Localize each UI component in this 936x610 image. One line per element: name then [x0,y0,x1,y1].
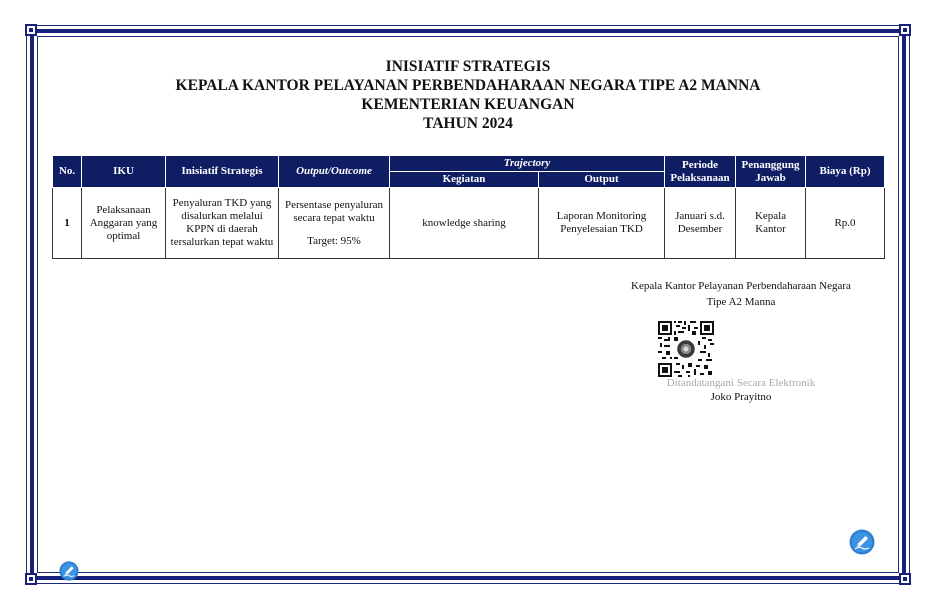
header-output: Output [539,172,665,188]
frame-corner-top-left [25,24,37,36]
cell-penanggung-jawab: Kepala Kantor [736,188,806,259]
header-periode: Periode Pelaksanaan [665,156,736,188]
pen-badge-icon[interactable] [59,561,79,581]
header-iku: IKU [82,156,166,188]
cell-output-outcome [279,188,390,259]
header-output-outcome: Output/Outcome [279,156,390,188]
cell-output: Laporan Monitoring Penyelesaian TKD [539,188,665,259]
cell-iku: Pelaksanaan Anggaran yang optimal [82,188,166,259]
frame-corner-bottom-left [25,573,37,585]
header-penanggung-jawab: Penanggung Jawab [736,156,806,188]
cell-outcome-text: Persentase penyaluran secara tepat waktu [284,198,384,224]
cell-no: 1 [53,188,82,259]
strategic-initiative-table [52,155,885,259]
frame-corner-bottom-right [899,573,911,585]
signature-position-line-1: Kepala Kantor Pelayanan Perbendaharaan Negara [631,280,851,292]
title-line-4: TAHUN 2024 [423,115,513,132]
header-no: No. [53,156,82,188]
signer-name: Joko Prayitno [710,391,772,403]
qr-code-icon[interactable] [658,321,714,377]
cell-biaya: Rp.0 [806,188,885,259]
signed-electronically-note: Ditandatangani Secara Elektronik [666,377,816,389]
title-line-1: INISIATIF STRATEGIS [385,58,551,75]
title-line-3: KEMENTERIAN KEUANGAN [361,96,575,113]
table-row [53,188,885,259]
title-line-2: KEPALA KANTOR PELAYANAN PERBENDAHARAAN NEGARA TIPE A2 MANNA [175,77,761,94]
signature-position-line-2: Tipe A2 Manna [706,296,776,308]
header-inisiatif: Inisiatif Strategis [166,156,279,188]
cell-periode: Januari s.d. Desember [665,188,736,259]
pen-badge-icon[interactable] [849,529,875,555]
header-biaya: Biaya (Rp) [806,156,885,188]
cell-kegiatan: knowledge sharing [390,188,539,259]
cell-inisiatif: Penyaluran TKD yang disalurkan melalui KPPN di daerah tersalurkan tepat waktu [166,188,279,259]
header-kegiatan: Kegiatan [390,172,539,188]
signature-position [606,278,876,310]
header-trajectory: Trajectory [390,156,665,172]
document-title [0,57,936,133]
frame-corner-top-right [899,24,911,36]
cell-target: Target: 95% [307,234,361,247]
